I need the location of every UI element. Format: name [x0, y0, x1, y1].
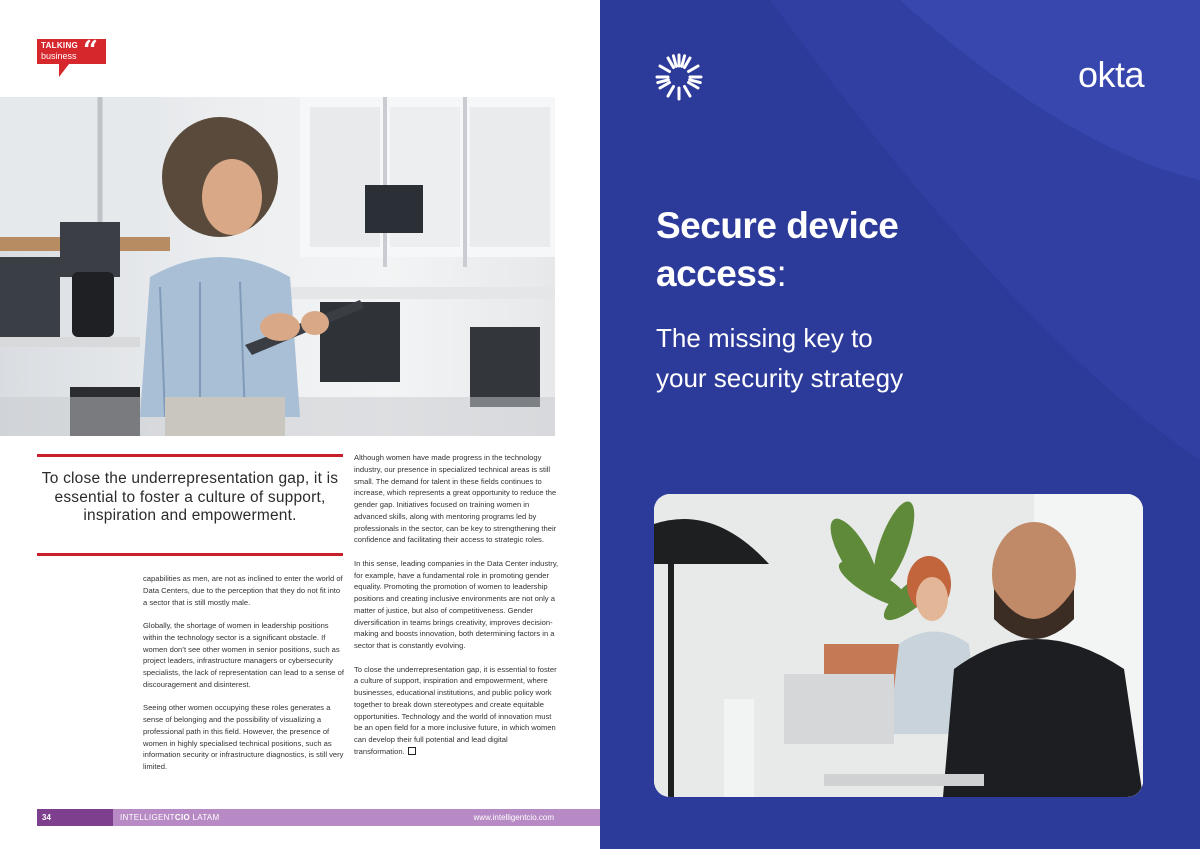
- title-line1: Secure device: [656, 205, 899, 246]
- right-page-advert: [600, 0, 1200, 849]
- okta-logo: okta: [1077, 54, 1144, 95]
- end-of-article-icon: [408, 747, 416, 755]
- footer-brand: [120, 809, 220, 826]
- article-column-2: [354, 452, 559, 769]
- title-line2-wrap: [656, 250, 1096, 298]
- paragraph-last-text: To close the underrepresentation gap, it is essential to foster a culture of support, inspiration and empowerment, where businesses, educational institutions, and public policy work together to break down stereotypes and create equitable opportunities. Technology and the world of innovation must be an open field for a more inclusive future, in which women can develop their full potential and lead digital transformation.: [354, 664, 557, 756]
- pull-quote-rule-top: [37, 454, 343, 457]
- okta-sunburst-icon: [655, 53, 703, 101]
- pull-quote: To close the underrepresentation gap, it is essential to foster a culture of support, inspiration and empowerment.: [41, 470, 339, 524]
- paragraph: Globally, the shortage of women in leadership positions within the technology sector is a significant obstacle. If women don’t see other women in senior positions, such as project leaders, infrastructure managers or cybersecurity specialists, the lack of representation can lead to a sense of discouragement and disinterest.: [143, 621, 344, 689]
- footer-url[interactable]: www.intelligentcio.com: [473, 813, 554, 822]
- logo-line2: business: [41, 51, 77, 61]
- quote-mark-icon: “: [83, 36, 98, 66]
- paragraph: capabilities as men, are not as inclined to enter the world of Data Centers, due to the perception that they do not fit into a sector that is still mostly male.: [143, 574, 343, 607]
- article-column-1: [143, 573, 345, 785]
- brand-bold: CIO: [174, 813, 190, 822]
- subtitle-line1: The missing key to: [656, 323, 873, 353]
- subtitle-line2: your security strategy: [656, 363, 904, 393]
- office-woman-tablet-photo: [0, 97, 555, 436]
- brand-suffix: LATAM: [190, 813, 220, 822]
- footer-bar: [113, 809, 600, 826]
- paragraph: Seeing other women occupying these roles generates a sense of belonging and the possibility of visualizing a professional path in this field. However, the presence of women in highly specialised technical positions, such as information security or infrastructure diagnostics, is still very limited.: [143, 703, 344, 771]
- advert-subtitle: [656, 318, 1096, 398]
- pull-quote-rule-bottom: [37, 553, 343, 556]
- advert-title: [656, 202, 1096, 298]
- page-footer: [37, 809, 600, 826]
- talking-business-logo: [37, 36, 106, 77]
- brand-light: INTELLIGENT: [120, 813, 175, 822]
- page-number: 34: [37, 809, 113, 826]
- title-colon: :: [776, 253, 787, 294]
- paragraph-last: [354, 664, 559, 758]
- office-man-laptop-photo: [654, 494, 1143, 797]
- paragraph: In this sense, leading companies in the Data Center industry, for example, have a fundamental role in promoting gender equality. Promoting the promotion of women to leadership positions and creating inclusive environments are not only a matter of justice, but also of competitiveness. Gender diversification in teams brings creativity, improves decision-making and boosts innovation, both determining factors in a sector that is constantly evolving.: [354, 558, 559, 650]
- paragraph: Although women have made progress in the technology industry, our presence in specialized technical areas is still small. The demand for talent in these fields continues to increase, which represents a great opportunity to reduce the gender gap. Initiatives focused on training women in advanced skills, along with mentoring programs led by professionals in the sector, can be key to strengthening their confidence and facilitating their access to strategic roles.: [354, 453, 557, 545]
- title-line2: access: [656, 253, 777, 294]
- logo-line1: TALKING: [41, 41, 79, 50]
